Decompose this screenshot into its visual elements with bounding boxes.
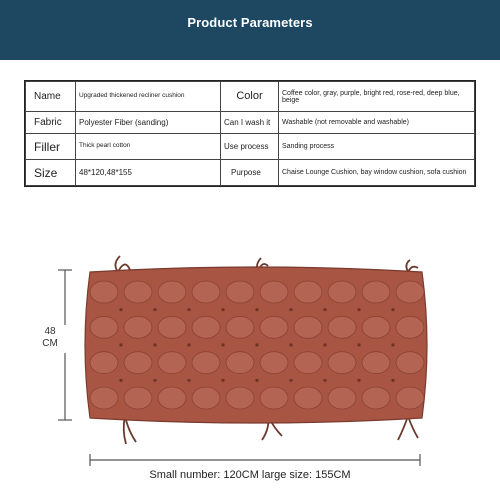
tuft-button [357,379,360,382]
param-value-process: Sanding process [279,134,475,160]
tuft-puff [260,352,288,374]
table-row [26,112,475,134]
tuft-button [391,343,394,346]
tuft-button [289,343,292,346]
tuft-button [187,379,190,382]
tuft-button [153,308,156,311]
tuft-puff [226,281,254,303]
tuft-puff [124,387,152,409]
tuft-puff [158,387,186,409]
param-label-name: Name [26,82,76,112]
tuft-puff [294,387,322,409]
parameters-table [24,80,476,187]
tuft-button [153,343,156,346]
tuft-puff [158,281,186,303]
tuft-button [187,308,190,311]
tuft-puff [192,387,220,409]
size-caption: Small number: 120CM large size: 155CM [149,469,351,481]
param-label-washable: Can I wash it [221,112,279,134]
tuft-puff [90,316,118,338]
table-row [26,134,475,160]
param-value-fabric: Polyester Fiber (sanding) [76,112,221,134]
tuft-puff [124,352,152,374]
tuft-button [323,308,326,311]
tuft-puff [396,352,424,374]
tuft-puff [362,352,390,374]
tuft-button [221,379,224,382]
tuft-button [255,343,258,346]
param-value-purpose: Chaise Lounge Cushion, bay window cushion, sofa cushion [279,160,475,186]
param-label-purpose: Purpose [221,160,279,186]
tuft-puff [226,387,254,409]
tuft-button [119,308,122,311]
tuft-puff [294,316,322,338]
page-title: Product Parameters [187,15,313,30]
tuft-puff [362,281,390,303]
tuft-puff [226,316,254,338]
tuft-puff [192,281,220,303]
param-label-size: Size [26,160,76,186]
param-label-process: Use process [221,134,279,160]
cushion-body [85,267,427,423]
param-value-washable: Washable (not removable and washable) [279,112,475,134]
param-label-filler: Filler [26,134,76,160]
tuft-puff [362,387,390,409]
tuft-button [153,379,156,382]
param-label-fabric: Fabric [26,112,76,134]
width-dimension-line [0,450,500,470]
param-label-color: Color [221,82,279,112]
tuft-button [255,379,258,382]
tuft-puff [158,352,186,374]
tuft-puff [260,316,288,338]
tuft-button [119,379,122,382]
tuft-puff [328,281,356,303]
table-row [26,82,475,112]
tuft-puff [396,387,424,409]
tuft-button [187,343,190,346]
param-value-color: Coffee color, gray, purple, bright red, rose-red, deep blue, beige [279,82,475,112]
tuft-button [391,308,394,311]
tuft-button [357,343,360,346]
tuft-puff [90,352,118,374]
header-banner [0,0,500,60]
tuft-button [221,308,224,311]
tuft-puff [124,316,152,338]
tuft-button [357,308,360,311]
param-value-size: 48*120,48*155 [76,160,221,186]
tuft-button [289,379,292,382]
param-value-name: Upgraded thickened recliner cushion [76,82,221,112]
tuft-puff [260,281,288,303]
tuft-puff [158,316,186,338]
tuft-puff [362,316,390,338]
tuft-button [289,308,292,311]
tuft-puff [192,352,220,374]
tuft-puff [294,352,322,374]
tuft-puff [396,281,424,303]
table-row [26,160,475,186]
tuft-puff [226,352,254,374]
tuft-button [255,308,258,311]
height-label: 48 [44,326,56,337]
tuft-puff [328,352,356,374]
tuft-puff [124,281,152,303]
tuft-puff [90,387,118,409]
tuft-puff [294,281,322,303]
tuft-puff [396,316,424,338]
tuft-button [221,343,224,346]
tuft-puff [90,281,118,303]
param-value-filler: Thick pearl cotton [76,134,221,160]
tuft-puff [328,387,356,409]
tuft-puff [328,316,356,338]
tuft-button [391,379,394,382]
tuft-puff [192,316,220,338]
tuft-button [119,343,122,346]
height-unit: CM [42,338,58,349]
tuft-button [323,379,326,382]
tuft-button [323,343,326,346]
tuft-puff [260,387,288,409]
